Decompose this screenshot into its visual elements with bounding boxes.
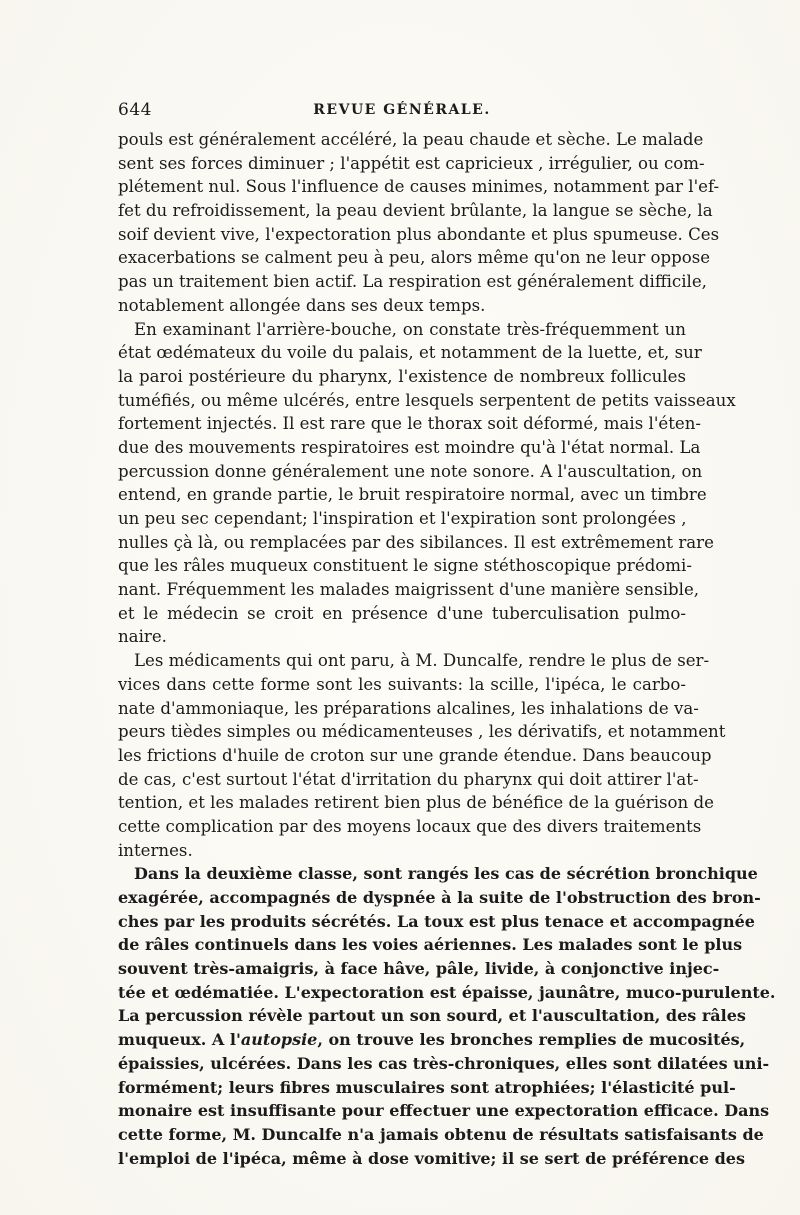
text-line: due des mouvements respiratoires est moindre qu'à l'état normal. La — [118, 437, 701, 457]
text-line: exacerbations se calment peu à peu, alors même qu'on ne leur oppose — [118, 248, 711, 268]
text-line: nant. Fréquemment les malades maigrissent d'une manière sensible, — [118, 580, 700, 600]
text-line: internes. — [118, 840, 193, 860]
text-line: pas un traitement bien actif. La respiration est généralement difficile, — [118, 272, 707, 292]
text-line: un peu sec cependant; l'inspiration et l'expiration sont prolongées , — [118, 509, 687, 528]
text-line: sent ses forces diminuer ; l'appétit est capricieux , irrégulier, ou com- — [118, 153, 705, 173]
text-line: tée et œdématiée. L'expectoration est épaisse, jaunâtre, muco-purulente. — [118, 982, 776, 1002]
text-line: percussion donne généralement une note sonore. A l'auscultation, on — [118, 461, 703, 481]
text-line: pouls est généralement accéléré, la peau chaude et sèche. Le malade — [118, 130, 704, 149]
text-line — [118, 1028, 746, 1052]
page-header — [118, 100, 686, 122]
text-line: Les médicaments qui ont paru, à M. Duncalfe, rendre le plus de ser- — [134, 651, 710, 671]
text-segment: muqueux. A l' — [118, 1030, 241, 1050]
text-line: naire. — [118, 627, 167, 647]
body-text — [118, 128, 776, 1170]
text-line: que les râles muqueux constituent le signe stéthoscopique prédomi- — [118, 556, 692, 576]
text-line: les frictions d'huile de croton sur une grande étendue. Dans beaucoup — [118, 745, 712, 765]
text-line: cette complication par des moyens locaux que des divers traitements — [118, 816, 702, 836]
text-line: ches par les produits sécrétés. La toux est plus tenace et accompagnée — [118, 911, 755, 931]
text-line: peurs tièdes simples ou médicamenteuses , les dérivatifs, et notamment — [118, 722, 726, 742]
page-number: 644 — [118, 100, 152, 120]
text-line: la paroi postérieure du pharynx, l'existence de nombreux follicules — [118, 366, 686, 386]
text-line: entend, en grande partie, le bruit respiratoire normal, avec un timbre — [118, 485, 707, 505]
text-line: cette forme, M. Duncalfe n'a jamais obtenu de résultats satisfaisants de — [118, 1124, 764, 1144]
text-line: tention, et les malades retirent bien plus de bénéfice de la guérison de — [118, 793, 714, 813]
running-head: REVUE GÉNÉRALE. — [313, 102, 491, 118]
text-line: fortement injectés. Il est rare que le thorax soit déformé, mais l'éten- — [118, 414, 701, 434]
text-line: formément; leurs fibres musculaires sont atrophiées; l'élasticité pul- — [118, 1077, 736, 1097]
text-segment: , on trouve les bronches remplies de mucosités, — [317, 1030, 746, 1050]
italic-term: autopsie — [240, 1030, 318, 1050]
text-line: soif devient vive, l'expectoration plus abondante et plus spumeuse. Ces — [118, 224, 720, 244]
text-line: exagérée, accompagnés de dyspnée à la suite de l'obstruction des bron- — [118, 888, 761, 907]
text-line: La percussion révèle partout un son sourd, et l'auscultation, des râles — [118, 1006, 746, 1026]
text-line: de cas, c'est surtout l'état d'irritation du pharynx qui doit attirer l'at- — [118, 769, 699, 789]
text-line: Dans la deuxième classe, sont rangés les cas de sécrétion bronchique — [134, 864, 758, 884]
text-line: En examinant l'arrière-bouche, on constate très-fréquemment un — [134, 319, 686, 339]
text-line: tuméfiés, ou même ulcérés, entre lesquels serpentent de petits vaisseaux — [118, 390, 736, 410]
text-line: notablement allongée dans ses deux temps. — [118, 295, 486, 315]
text-line: nulles çà là, ou remplacées par des sibilances. Il est extrêmement rare — [118, 532, 714, 552]
text-line: plétement nul. Sous l'influence de causes minimes, notamment par l'ef- — [118, 177, 720, 197]
text-line: état œdémateux du voile du palais, et notamment de la luette, et, sur — [118, 343, 702, 363]
text-line: et le médecin se croit en présence d'une tuberculisation pulmo- — [118, 603, 686, 623]
text-line: vices dans cette forme sont les suivants: la scille, l'ipéca, le carbo- — [118, 674, 686, 694]
text-line: nate d'ammoniaque, les préparations alcalines, les inhalations de va- — [118, 698, 699, 718]
text-line: fet du refroidissement, la peau devient brûlante, la langue se sèche, la — [118, 201, 713, 221]
text-line: souvent très-amaigris, à face hâve, pâle, livide, à conjonctive injec- — [118, 959, 720, 979]
text-line: épaissies, ulcérées. Dans les cas très-chroniques, elles sont dilatées uni- — [118, 1053, 770, 1073]
text-line: monaire est insuffisante pour effectuer une expectoration efficace. Dans — [118, 1101, 770, 1121]
text-line: de râles continuels dans les voies aériennes. Les malades sont le plus — [118, 935, 743, 955]
text-line: l'emploi de l'ipéca, même à dose vomitive; il se sert de préférence des — [118, 1148, 745, 1168]
